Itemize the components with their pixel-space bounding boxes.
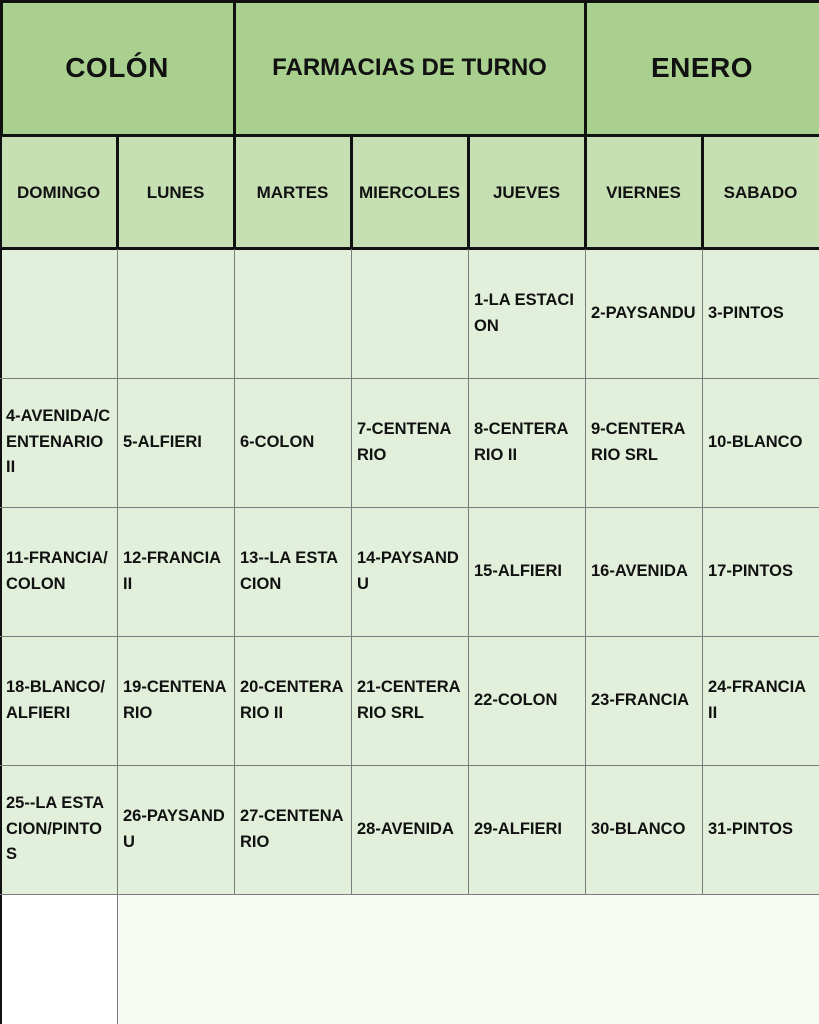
day-cell: 11-FRANCIA/COLON xyxy=(0,507,117,636)
empty-cell xyxy=(117,894,234,1024)
weekday-divider xyxy=(233,136,236,249)
day-cell: 16-AVENIDA xyxy=(585,507,702,636)
day-cell: 6-COLON xyxy=(234,378,351,507)
grid-vertical-line xyxy=(234,249,235,895)
title-divider-1 xyxy=(233,0,236,136)
day-cell xyxy=(234,249,351,378)
day-cell: 28-AVENIDA xyxy=(351,765,468,894)
weekday-header-jueves: JUEVES xyxy=(492,182,561,202)
day-cell: 10-BLANCO xyxy=(702,378,819,507)
day-cell: 8-CENTERARIO II xyxy=(468,378,585,507)
day-cell: 2-PAYSANDU xyxy=(585,249,702,378)
weekday-divider xyxy=(116,136,119,249)
day-cell: 23-FRANCIA xyxy=(585,636,702,765)
day-cell: 24-FRANCIA II xyxy=(702,636,819,765)
title-divider-2 xyxy=(584,0,587,136)
day-cell: 3-PINTOS xyxy=(702,249,819,378)
grid-vertical-line xyxy=(702,249,703,895)
day-cell: 31-PINTOS xyxy=(702,765,819,894)
day-cell xyxy=(0,249,117,378)
grid-vertical-line xyxy=(468,249,469,895)
day-cell: 18-BLANCO/ALFIERI xyxy=(0,636,117,765)
day-cell: 14-PAYSANDU xyxy=(351,507,468,636)
weekday-header-miercoles: MIERCOLES xyxy=(358,182,461,202)
day-cell: 30-BLANCO xyxy=(585,765,702,894)
grid-vertical-line xyxy=(585,249,586,895)
calendar-title: FARMACIAS DE TURNO xyxy=(272,54,547,81)
top-line xyxy=(0,0,819,2)
weekday-header-lunes: LUNES xyxy=(146,182,205,202)
grid-horizontal-line xyxy=(0,507,819,508)
day-cell: 7-CENTENARIO xyxy=(351,378,468,507)
day-cell: 22-COLON xyxy=(468,636,585,765)
weekday-header-viernes: VIERNES xyxy=(606,182,681,202)
weekday-divider xyxy=(701,136,704,249)
grid-vertical-line xyxy=(117,249,118,895)
grid-horizontal-line xyxy=(0,894,819,895)
day-cell: 12-FRANCIA II xyxy=(117,507,234,636)
weekday-divider xyxy=(350,136,353,249)
weekday-header-martes: MARTES xyxy=(256,182,329,202)
day-cell: 1-LA ESTACION xyxy=(468,249,585,378)
weekday-header-domingo: DOMINGO xyxy=(16,182,101,202)
day-cell: 25--LA ESTACION/PINTOS xyxy=(0,765,117,894)
town-title: COLÓN xyxy=(65,52,169,83)
empty-cell xyxy=(585,894,702,1024)
empty-cell xyxy=(234,894,351,1024)
day-cell xyxy=(117,249,234,378)
day-cell: 21-CENTERARIO SRL xyxy=(351,636,468,765)
day-cell: 26-PAYSANDU xyxy=(117,765,234,894)
title-bottom-line xyxy=(0,134,819,137)
weekday-divider xyxy=(467,136,470,249)
day-cell xyxy=(351,249,468,378)
empty-cell xyxy=(468,894,585,1024)
weekday-bottom-line xyxy=(0,247,819,250)
empty-cell xyxy=(351,894,468,1024)
day-cell: 29-ALFIERI xyxy=(468,765,585,894)
day-cell: 4-AVENIDA/CENTENARIO II xyxy=(0,378,117,507)
day-cell: 27-CENTENARIO xyxy=(234,765,351,894)
empty-cell xyxy=(702,894,819,1024)
day-cell: 15-ALFIERI xyxy=(468,507,585,636)
last-row-divider xyxy=(117,894,118,1024)
outer-left-line xyxy=(0,0,2,1024)
day-cell: 19-CENTENARIO xyxy=(117,636,234,765)
day-cell: 5-ALFIERI xyxy=(117,378,234,507)
day-cell: 9-CENTERARIO SRL xyxy=(585,378,702,507)
day-cell: 17-PINTOS xyxy=(702,507,819,636)
weekday-header-sabado: SABADO xyxy=(723,182,798,202)
weekday-divider xyxy=(584,136,587,249)
day-cell: 20-CENTERARIO II xyxy=(234,636,351,765)
day-cell: 13--LA ESTACION xyxy=(234,507,351,636)
month-title: ENERO xyxy=(650,52,754,83)
grid-horizontal-line xyxy=(0,765,819,766)
empty-cell xyxy=(0,894,117,1024)
grid-horizontal-line xyxy=(0,636,819,637)
grid-horizontal-line xyxy=(0,378,819,379)
grid-vertical-line xyxy=(351,249,352,895)
